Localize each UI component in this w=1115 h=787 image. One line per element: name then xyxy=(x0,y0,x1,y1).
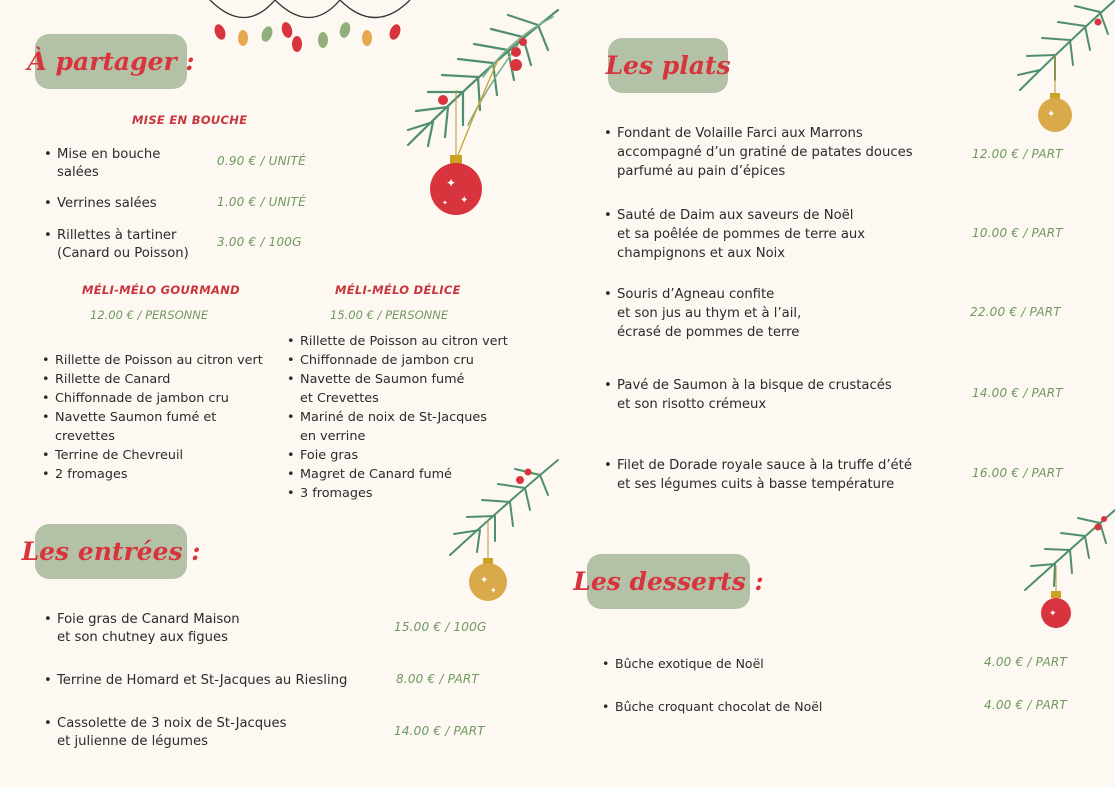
item-name: accompagné d’un gratiné de patates douces xyxy=(617,145,913,160)
list-item xyxy=(42,715,287,751)
svg-text:✦: ✦ xyxy=(490,586,497,595)
item-name: et son risotto crémeux xyxy=(617,397,767,412)
item-price: 0.90 € / UNITÉ xyxy=(217,154,306,168)
item-name: • Sauté de Daim aux saveurs de Noël xyxy=(617,208,854,223)
list-item xyxy=(600,698,822,716)
gourmand-title: MÉLI-MÉLO GOURMAND xyxy=(82,283,240,297)
desserts-title: Les desserts : xyxy=(573,567,764,596)
svg-text:✦: ✦ xyxy=(460,195,469,206)
list-item xyxy=(602,206,865,263)
item-name: champignons et aux Noix xyxy=(617,246,786,261)
svg-text:✦: ✦ xyxy=(1049,609,1057,619)
item-name: • Verrines salées xyxy=(57,196,157,211)
list-item xyxy=(600,655,764,673)
list-item: • Magret de Canard fumé xyxy=(285,465,508,484)
item-price: 1.00 € / UNITÉ xyxy=(217,195,306,209)
item-name: • Terrine de Homard et St-Jacques au Riesling xyxy=(57,673,348,688)
list-item: • Chiffonnade de jambon cru xyxy=(40,389,263,408)
section-title-entrees xyxy=(21,524,201,579)
delice-title: MÉLI-MÉLO DÉLICE xyxy=(335,283,461,297)
list-item xyxy=(602,456,912,494)
list-item xyxy=(602,124,913,181)
item-name: • Pavé de Saumon à la bisque de crustacés xyxy=(617,378,892,393)
list-item: • Foie gras xyxy=(285,446,508,465)
item-price: 15.00 € / 100G xyxy=(394,620,487,634)
item-name: • Bûche exotique de Noël xyxy=(615,656,764,671)
item-name: • Filet de Dorade royale sauce à la truffe d’été xyxy=(617,458,912,473)
item-name: et sa poêlée de pommes de terre aux xyxy=(617,227,866,242)
item-price: 4.00 € / PART xyxy=(984,655,1067,669)
list-item: • 3 fromages xyxy=(285,484,508,503)
entrees-title: Les entrées : xyxy=(21,537,201,566)
list-item xyxy=(42,672,347,690)
list-item: • Terrine de Chevreuil xyxy=(40,446,263,465)
item-name: et julienne de légumes xyxy=(57,734,208,749)
item-price: 22.00 € / PART xyxy=(970,305,1061,319)
christmas-lights-icon xyxy=(205,0,415,60)
item-name: (Canard ou Poisson) xyxy=(57,246,189,261)
list-item xyxy=(602,285,801,342)
delice-price: 15.00 € / PERSONNE xyxy=(330,308,449,322)
item-name: et ses légumes cuits à basse température xyxy=(617,477,895,492)
list-item xyxy=(42,195,157,213)
item-name: • Cassolette de 3 noix de St-Jacques xyxy=(57,716,287,731)
item-price: 16.00 € / PART xyxy=(972,466,1063,480)
list-item: • 2 fromages xyxy=(40,465,263,484)
svg-text:✦: ✦ xyxy=(480,575,489,586)
list-item xyxy=(42,227,189,263)
section-title-plats xyxy=(605,38,731,93)
gourmand-list xyxy=(40,351,263,484)
item-name: • Souris d’Agneau confite xyxy=(617,287,775,302)
item-name: • Foie gras de Canard Maison xyxy=(57,612,240,627)
item-name: parfumé au pain d’épices xyxy=(617,164,786,179)
list-item: • Navette de Saumon fumé xyxy=(285,370,508,389)
item-name: • Fondant de Volaille Farci aux Marrons xyxy=(617,126,863,141)
list-item: • Rillette de Poisson au citron vert xyxy=(40,351,263,370)
list-item xyxy=(602,376,892,414)
pine-branch-icon xyxy=(398,5,563,225)
item-price: 4.00 € / PART xyxy=(984,698,1067,712)
list-item: • Mariné de noix de St-Jacques xyxy=(285,408,508,427)
item-price: 12.00 € / PART xyxy=(972,147,1063,161)
item-name: • Bûche croquant chocolat de Noël xyxy=(615,699,823,714)
plats-title: Les plats xyxy=(605,51,731,80)
gourmand-price: 12.00 € / PERSONNE xyxy=(90,308,209,322)
svg-text:✦: ✦ xyxy=(446,176,457,190)
list-item: crevettes xyxy=(55,429,115,444)
section-title-partager xyxy=(27,34,195,89)
list-item: en verrine xyxy=(300,429,366,444)
svg-text:✦: ✦ xyxy=(1047,109,1056,120)
item-price: 10.00 € / PART xyxy=(972,226,1063,240)
item-name: salées xyxy=(57,165,99,180)
item-name: • Rillettes à tartiner xyxy=(57,228,177,243)
item-name: • Mise en bouche xyxy=(57,147,161,162)
item-name: et son chutney aux figues xyxy=(57,630,229,645)
delice-list xyxy=(285,332,508,503)
list-item: • Navette Saumon fumé et xyxy=(40,408,263,427)
list-item: • Rillette de Canard xyxy=(40,370,263,389)
mise-en-bouche-title: MISE EN BOUCHE xyxy=(132,113,248,127)
list-item: • Rillette de Poisson au citron vert xyxy=(285,332,508,351)
list-item: • Chiffonnade de jambon cru xyxy=(285,351,508,370)
svg-text:✦: ✦ xyxy=(442,199,448,207)
item-price: 14.00 € / PART xyxy=(394,724,485,738)
item-name: et son jus au thym et à l’ail, xyxy=(617,306,802,321)
item-price: 3.00 € / 100G xyxy=(217,235,302,249)
item-price: 8.00 € / PART xyxy=(396,672,479,686)
section-title-desserts xyxy=(573,554,764,609)
item-price: 14.00 € / PART xyxy=(972,386,1063,400)
partager-title: À partager : xyxy=(27,47,195,76)
list-item: et Crevettes xyxy=(300,391,379,406)
pine-branch-icon xyxy=(1010,0,1115,135)
item-name: écrasé de pommes de terre xyxy=(617,325,800,340)
list-item xyxy=(42,611,240,647)
pine-branch-icon xyxy=(1020,505,1115,630)
list-item xyxy=(42,146,160,182)
